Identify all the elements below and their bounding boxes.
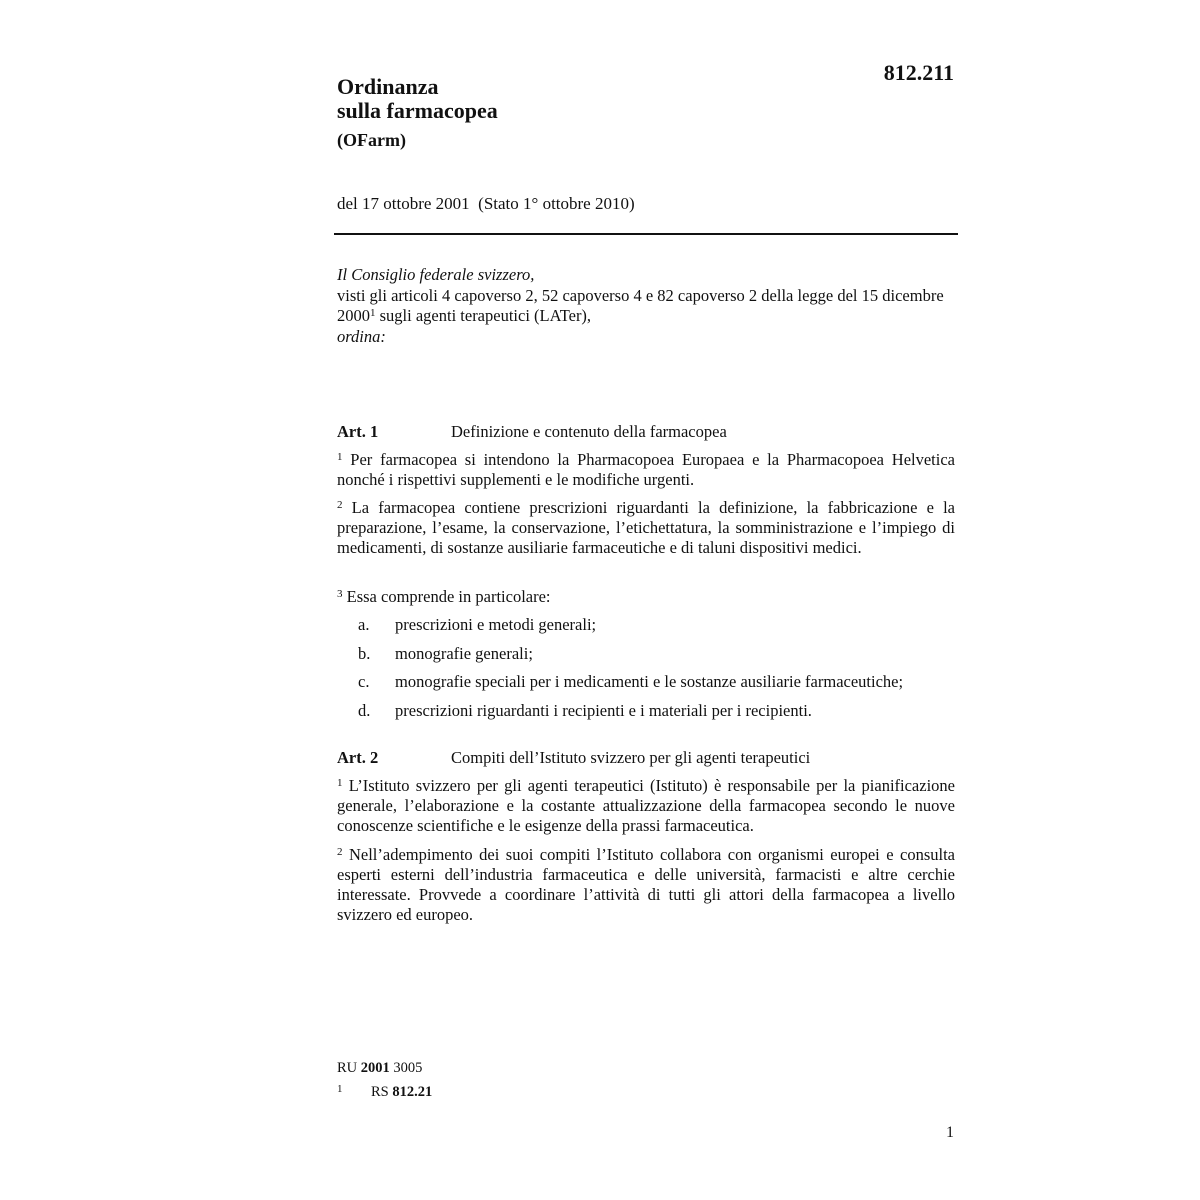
- article-2-paragraph-2: [337, 845, 955, 925]
- article-1-paragraph-1: [337, 450, 955, 490]
- ru-reference: [337, 1058, 432, 1079]
- paragraph-text: La farmacopea contiene prescrizioni riguardanti la definizione, la fabbricazione e la preparazione, l’esame, la conservazione, l’etichettatura, la somministrazione e l’impiego di medicamenti, di sostanze ausiliarie farmaceutiche e di taluni dispositivi medici.: [337, 498, 955, 557]
- sr-number: 812.211: [883, 60, 954, 85]
- paragraph-text: Nell’adempimento dei suoi compiti l’Istituto collabora con organismi europei e consulta esperti esterni dell’industria farmaceutica e delle università, farmacisti e altre cerchie interessate. Provvede a coordinare l’attività di tutti gli attori della farmacopea a livello svizzero ed europeo.: [337, 845, 955, 924]
- article-1-heading: [337, 422, 727, 442]
- list-letter: b.: [358, 643, 371, 663]
- list-text: prescrizioni riguardanti i recipienti e i materiali per i recipienti.: [395, 700, 812, 720]
- article-2-heading: [337, 748, 810, 768]
- list-text: monografie speciali per i medicamenti e le sostanze ausiliarie farmaceutiche;: [395, 672, 904, 691]
- article-2-paragraph-1: [337, 776, 955, 836]
- title-line-2: sulla farmacopea: [337, 98, 498, 123]
- footnote-ref-1[interactable]: 1: [370, 307, 376, 319]
- preamble-basis-text-2: sugli agenti terapeutici (LATer),: [375, 306, 592, 325]
- paragraph-number: 2: [337, 499, 343, 511]
- preamble-enact: ordina:: [337, 326, 386, 346]
- list-item: [337, 672, 957, 701]
- footnote-number: 1: [337, 1083, 343, 1095]
- document-date: del 17 ottobre 2001 (Stato 1° ottobre 2010): [337, 194, 635, 213]
- list-letter: c.: [358, 672, 370, 691]
- list-text: prescrizioni e metodi generali;: [395, 615, 597, 634]
- preamble: [337, 265, 957, 347]
- preamble-basis: [337, 286, 957, 327]
- paragraph-number: 1: [337, 777, 343, 789]
- list-item: [337, 701, 957, 730]
- list-item: [337, 644, 957, 673]
- list-text: monografie generali;: [395, 643, 533, 663]
- header-divider: [334, 233, 958, 235]
- article-1-title: Definizione e contenuto della farmacopea: [451, 422, 727, 441]
- preamble-basis-text-1: visti gli articoli 4 capoverso 2, 52 capoverso 4 e 82 capoverso 2 della legge del 15 dicembre 2000: [337, 285, 944, 325]
- paragraph-text: L’Istituto svizzero per gli agenti terapeutici (Istituto) è responsabile per la pianificazione generale, l’elaborazione e la costante attualizzazione della farmacopea secondo le nuove conoscenze scientifiche e le esigenze della prassi farmaceutica.: [337, 776, 955, 835]
- list-item: [337, 615, 957, 644]
- page-number: 1: [946, 1124, 954, 1141]
- footnotes: [337, 1058, 432, 1103]
- footnote-prefix: RS: [371, 1084, 393, 1100]
- title-abbreviation: (OFarm): [337, 130, 406, 150]
- article-2-label: Art. 2: [337, 748, 379, 767]
- paragraph-number: 3: [337, 588, 343, 600]
- preamble-authority: Il Consiglio federale svizzero,: [337, 265, 535, 284]
- list-letter: d.: [358, 700, 371, 720]
- article-1-paragraph-3: [337, 587, 955, 607]
- ru-year: 2001: [360, 1060, 390, 1076]
- list-letter: a.: [358, 615, 370, 634]
- paragraph-text: Essa comprende in particolare:: [342, 587, 551, 606]
- paragraph-text: Per farmacopea si intendono la Pharmacopoea Europaea e la Pharmacopoea Helvetica nonché i rispettivi supplementi e le modifiche urgenti.: [337, 450, 955, 489]
- paragraph-number: 2: [337, 846, 343, 858]
- article-2-title: Compiti dell’Istituto svizzero per gli agenti terapeutici: [451, 748, 811, 767]
- article-1-label: Art. 1: [337, 422, 379, 441]
- article-1-paragraph-2: [337, 498, 955, 558]
- paragraph-number: 1: [337, 451, 343, 463]
- article-1-list: [337, 615, 957, 729]
- title-line-1: Ordinanza: [337, 74, 439, 99]
- footnote-1: [337, 1079, 432, 1103]
- ru-page: 3005: [389, 1060, 423, 1076]
- document-title: [337, 75, 498, 123]
- ru-prefix: RU: [337, 1060, 361, 1076]
- footnote-link[interactable]: 812.21: [392, 1084, 433, 1100]
